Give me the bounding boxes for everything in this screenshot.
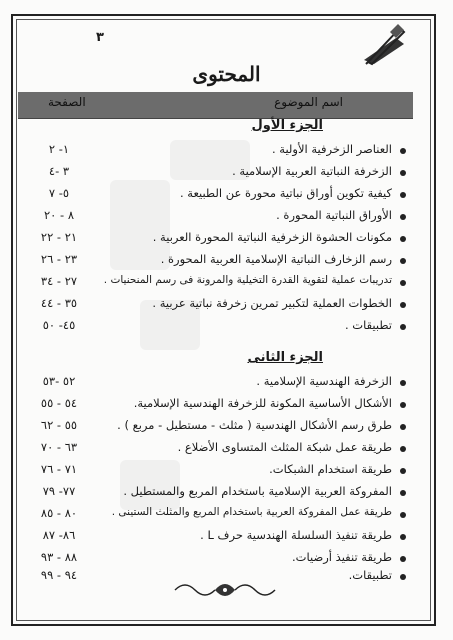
bullet: [400, 192, 406, 198]
item-topic: تطبيقات.: [348, 568, 392, 582]
item-pages: ٤٥- ٥٠: [42, 318, 76, 332]
list-item: [24, 373, 406, 393]
item-topic: الزخرفة الهندسية الإسلامية .: [256, 374, 392, 388]
bullet: [400, 280, 406, 286]
item-topic: طريقة استخدام الشبكات.: [269, 462, 392, 476]
item-pages: ٢١ - ٢٢: [40, 230, 78, 244]
list-item: [24, 229, 406, 249]
item-pages: ٥٥ - ٦٢: [40, 418, 78, 432]
item-topic: الخطوات العملية لتكبير تمرين زخرفة نباتية عربية .: [152, 296, 392, 310]
bullet: [400, 324, 406, 330]
page-number: ٣: [96, 30, 104, 45]
quill-pen-icon: [360, 20, 408, 68]
header-page: الصفحة: [48, 95, 86, 109]
table-header: [18, 92, 413, 119]
item-topic: تطبيقات .: [344, 318, 392, 332]
bullet: [400, 380, 406, 386]
list-item: [24, 549, 406, 569]
item-pages: ٧٧- ٧٩: [42, 484, 76, 498]
item-topic: طرق رسم الأشكال الهندسية ( مثلث - مستطيل - مربع ) .: [117, 418, 392, 432]
list-item: [24, 505, 406, 525]
list-item: [24, 163, 406, 183]
bullet: [400, 446, 406, 452]
bullet: [400, 424, 406, 430]
item-topic: طريقة تنفيذ السلسلة الهندسية حرف L .: [200, 528, 392, 542]
item-topic: كيفية تكوين أوراق نباتية محورة عن الطبيعة .: [179, 186, 392, 200]
bullet: [400, 302, 406, 308]
list-item: [24, 141, 406, 161]
item-topic: الأوراق النباتية المحورة .: [276, 208, 392, 222]
item-pages: ٨٦- ٨٧: [42, 528, 76, 542]
section-heading-part2: الجزء الثانى: [247, 350, 323, 365]
item-topic: الأشكال الأساسية المكونة للزخرفة الهندسية الإسلامية.: [133, 396, 392, 410]
item-pages: ٨ - ٢٠: [43, 208, 74, 222]
item-pages: ٧١ - ٧٦: [40, 462, 78, 476]
bullet: [400, 402, 406, 408]
bullet: [400, 556, 406, 562]
page-title: المحتوى: [192, 62, 261, 86]
list-item: [24, 395, 406, 415]
item-pages: ٥٢ -٥٣: [42, 374, 76, 388]
item-pages: ٣٥ - ٤٤: [40, 296, 78, 310]
item-pages: ١- ٢: [48, 142, 70, 156]
item-topic: الزخرفة النباتية العربية الإسلامية .: [232, 164, 392, 178]
bullet: [400, 490, 406, 496]
bullet: [400, 468, 406, 474]
list-item: [24, 317, 406, 337]
item-pages: ٨٨ - ٩٣: [40, 550, 78, 564]
list-item: [24, 251, 406, 271]
item-pages: ٣ -٤: [48, 164, 70, 178]
item-topic: رسم الزخارف النباتية الإسلامية العربية المحورة .: [160, 252, 392, 266]
list-item: [24, 461, 406, 481]
list-item: [24, 483, 406, 503]
list-item: [24, 439, 406, 459]
item-pages: ٢٣ - ٢٦: [40, 252, 78, 266]
list-item: [24, 207, 406, 227]
bullet: [400, 214, 406, 220]
item-topic: تدريبات عملية لتقوية القدرة التخيلية والمرونة فى رسم المنحنيات .: [103, 274, 392, 286]
bullet: [400, 574, 406, 580]
bullet: [400, 512, 406, 518]
list-item: [24, 185, 406, 205]
item-pages: ٢٧ - ٣٤: [40, 274, 78, 288]
bullet: [400, 258, 406, 264]
item-topic: العناصر الزخرفية الأولية .: [271, 142, 392, 156]
list-item: [24, 273, 406, 293]
list-item: [24, 295, 406, 315]
item-topic: المفروكة العربية الإسلامية باستخدام المربع والمستطيل .: [123, 484, 392, 498]
item-pages: ٦٣ - ٧٠: [40, 440, 78, 454]
header-topic: اسم الموضوع: [274, 95, 343, 109]
item-topic: مكونات الحشوة الزخرفية النباتية المحورة العربية .: [152, 230, 392, 244]
decorative-ornament-icon: [170, 580, 280, 600]
item-pages: ٨٠ - ٨٥: [40, 506, 78, 520]
item-pages: ٥- ٧: [48, 186, 70, 200]
bullet: [400, 170, 406, 176]
list-item: [24, 527, 406, 547]
item-topic: طريقة عمل المفروكة العربية باستخدام المربع والمثلث الستينى .: [111, 506, 392, 518]
bullet: [400, 148, 406, 154]
item-topic: طريقة تنفيذ أرضيات.: [292, 550, 392, 564]
bullet: [400, 236, 406, 242]
item-topic: طريقة عمل شبكة المثلث المتساوى الأضلاع .: [177, 440, 392, 454]
item-pages: ٩٤ - ٩٩: [40, 568, 78, 582]
item-pages: ٥٤ - ٥٥: [40, 396, 78, 410]
section-heading-part1: الجزء الأول: [251, 118, 323, 133]
bullet: [400, 534, 406, 540]
list-item: [24, 417, 406, 437]
